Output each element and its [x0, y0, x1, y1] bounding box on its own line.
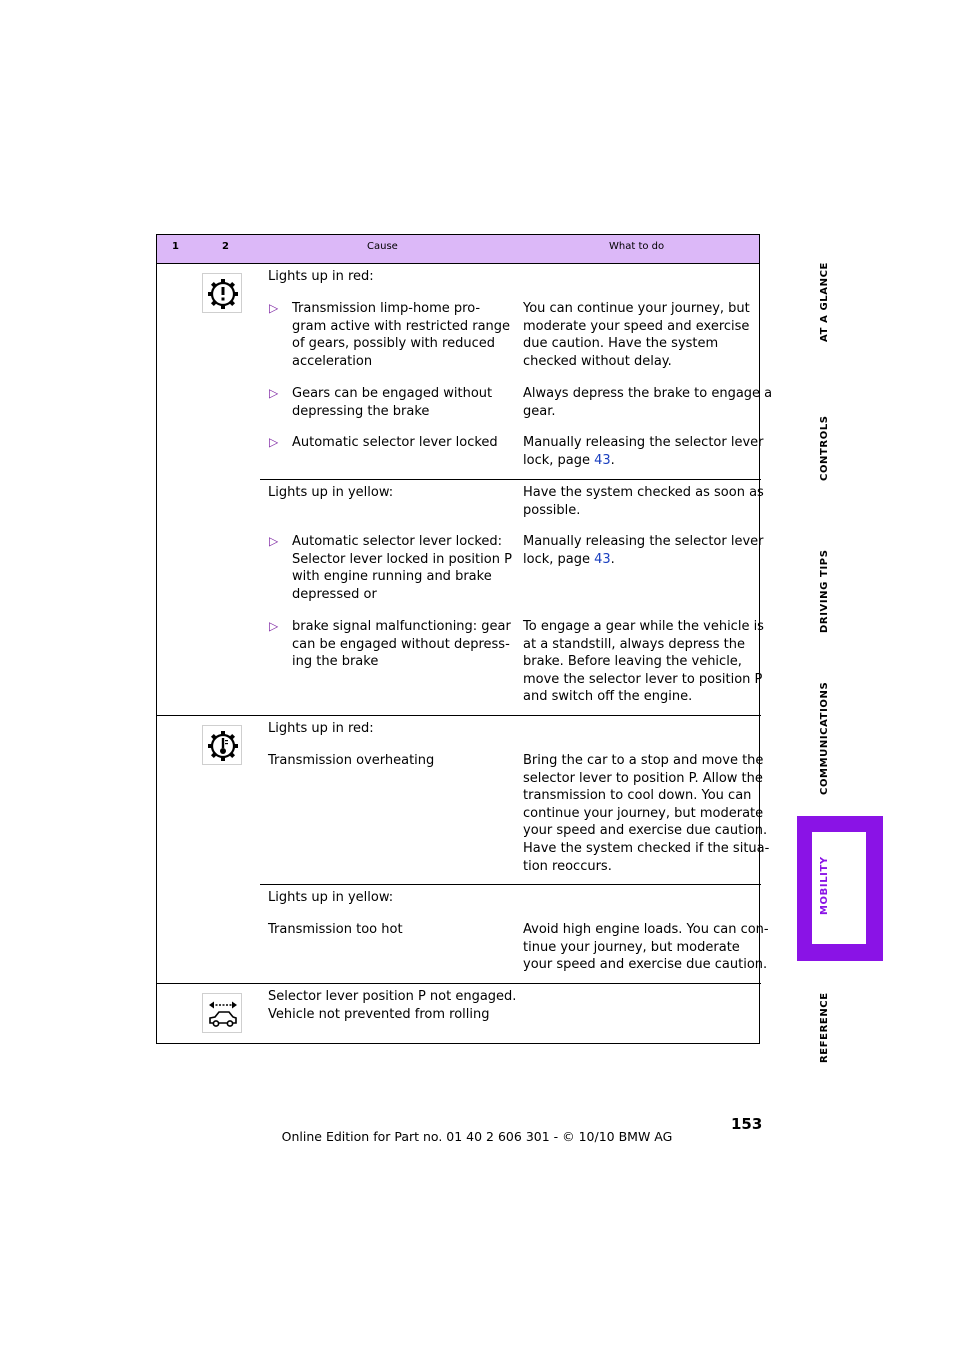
- row1-label: Lights up in red:: [268, 269, 374, 284]
- row4-label: Lights up in yellow:: [268, 890, 394, 905]
- row-divider: [260, 884, 761, 885]
- cause-text: Selector lever position P not engaged. Vehicle not prevented from rolling: [268, 989, 517, 1022]
- fault-table: [156, 234, 773, 1044]
- cause-text: brake signal malfunctioning: gear can be engaged without depress- ing the brake: [292, 619, 511, 670]
- action-text: Manually releasing the selector lever lock, page 43.: [523, 534, 764, 567]
- side-tab-controls[interactable]: CONTROLS: [819, 415, 830, 481]
- action-text: Manually releasing the selector lever lock, page 43.: [523, 435, 764, 468]
- row-divider: [157, 983, 761, 984]
- transmission-warning-icon: [202, 273, 242, 313]
- bullet-icon: ▷: [269, 435, 279, 449]
- header-what-to-do: What to do: [609, 241, 665, 252]
- header-cause: Cause: [367, 241, 398, 252]
- page-link[interactable]: 43: [594, 452, 611, 468]
- rolling-vehicle-icon: [202, 993, 242, 1033]
- header-col-1: 1: [172, 241, 179, 252]
- row-divider: [260, 479, 761, 480]
- cause-text: Transmission overheating: [268, 753, 435, 768]
- action-text: To engage a gear while the vehicle is at a standstill, always depress the brake. Before leaving the vehicle, move the selector lever to position P and switch off the engine.: [523, 619, 764, 705]
- table-header: [157, 235, 759, 264]
- page-number: 153: [731, 1115, 763, 1133]
- cause-text: Automatic selector lever locked: [292, 435, 498, 450]
- row3-label: Lights up in red:: [268, 721, 374, 736]
- transmission-temperature-icon: [202, 725, 242, 765]
- cause-text: Automatic selector lever locked: Selector lever locked in position P with engine running and brake depressed or: [292, 534, 512, 602]
- page-link[interactable]: 43: [594, 551, 611, 567]
- side-tab-mobility-active[interactable]: [797, 816, 883, 961]
- side-tab-communications[interactable]: COMMUNICATIONS: [819, 681, 830, 795]
- row2-label: Lights up in yellow:: [268, 485, 394, 500]
- action-text: Avoid high engine loads. You can con- tinue your journey, but moderate your speed and exercise due caution.: [523, 922, 769, 973]
- side-tab-mobility[interactable]: MOBILITY: [819, 856, 830, 915]
- header-col-2: 2: [222, 241, 229, 252]
- action-text: Have the system checked as soon as possible.: [523, 485, 764, 518]
- bullet-icon: ▷: [269, 386, 279, 400]
- cause-text: Transmission limp-home pro- gram active with restricted range of gears, possibly with reduced acceleration: [292, 301, 511, 369]
- side-tab-at-a-glance[interactable]: AT A GLANCE: [819, 262, 830, 342]
- cause-text: Gears can be engaged without depressing the brake: [292, 386, 493, 419]
- action-text: You can continue your journey, but moderate your speed and exercise due caution. Have the system checked without delay.: [523, 301, 750, 369]
- action-text: Always depress the brake to engage a gear.: [523, 386, 773, 419]
- side-tab-driving-tips[interactable]: DRIVING TIPS: [819, 549, 830, 633]
- bullet-icon: ▷: [269, 301, 279, 315]
- row-divider: [157, 715, 761, 716]
- footer-text: Online Edition for Part no. 01 40 2 606 301 - © 10/10 BMW AG: [281, 1129, 673, 1144]
- side-tab-reference[interactable]: REFERENCE: [819, 992, 830, 1063]
- cause-text: Transmission too hot: [268, 922, 403, 937]
- bullet-icon: ▷: [269, 534, 279, 548]
- action-text: Bring the car to a stop and move the selector lever to position P. Allow the transmission to cool down. You can continue your journey, but moderate your speed and exercise due caution. Have the system checked if the situa- tion reoccurs.: [523, 753, 770, 874]
- bullet-icon: ▷: [269, 619, 279, 633]
